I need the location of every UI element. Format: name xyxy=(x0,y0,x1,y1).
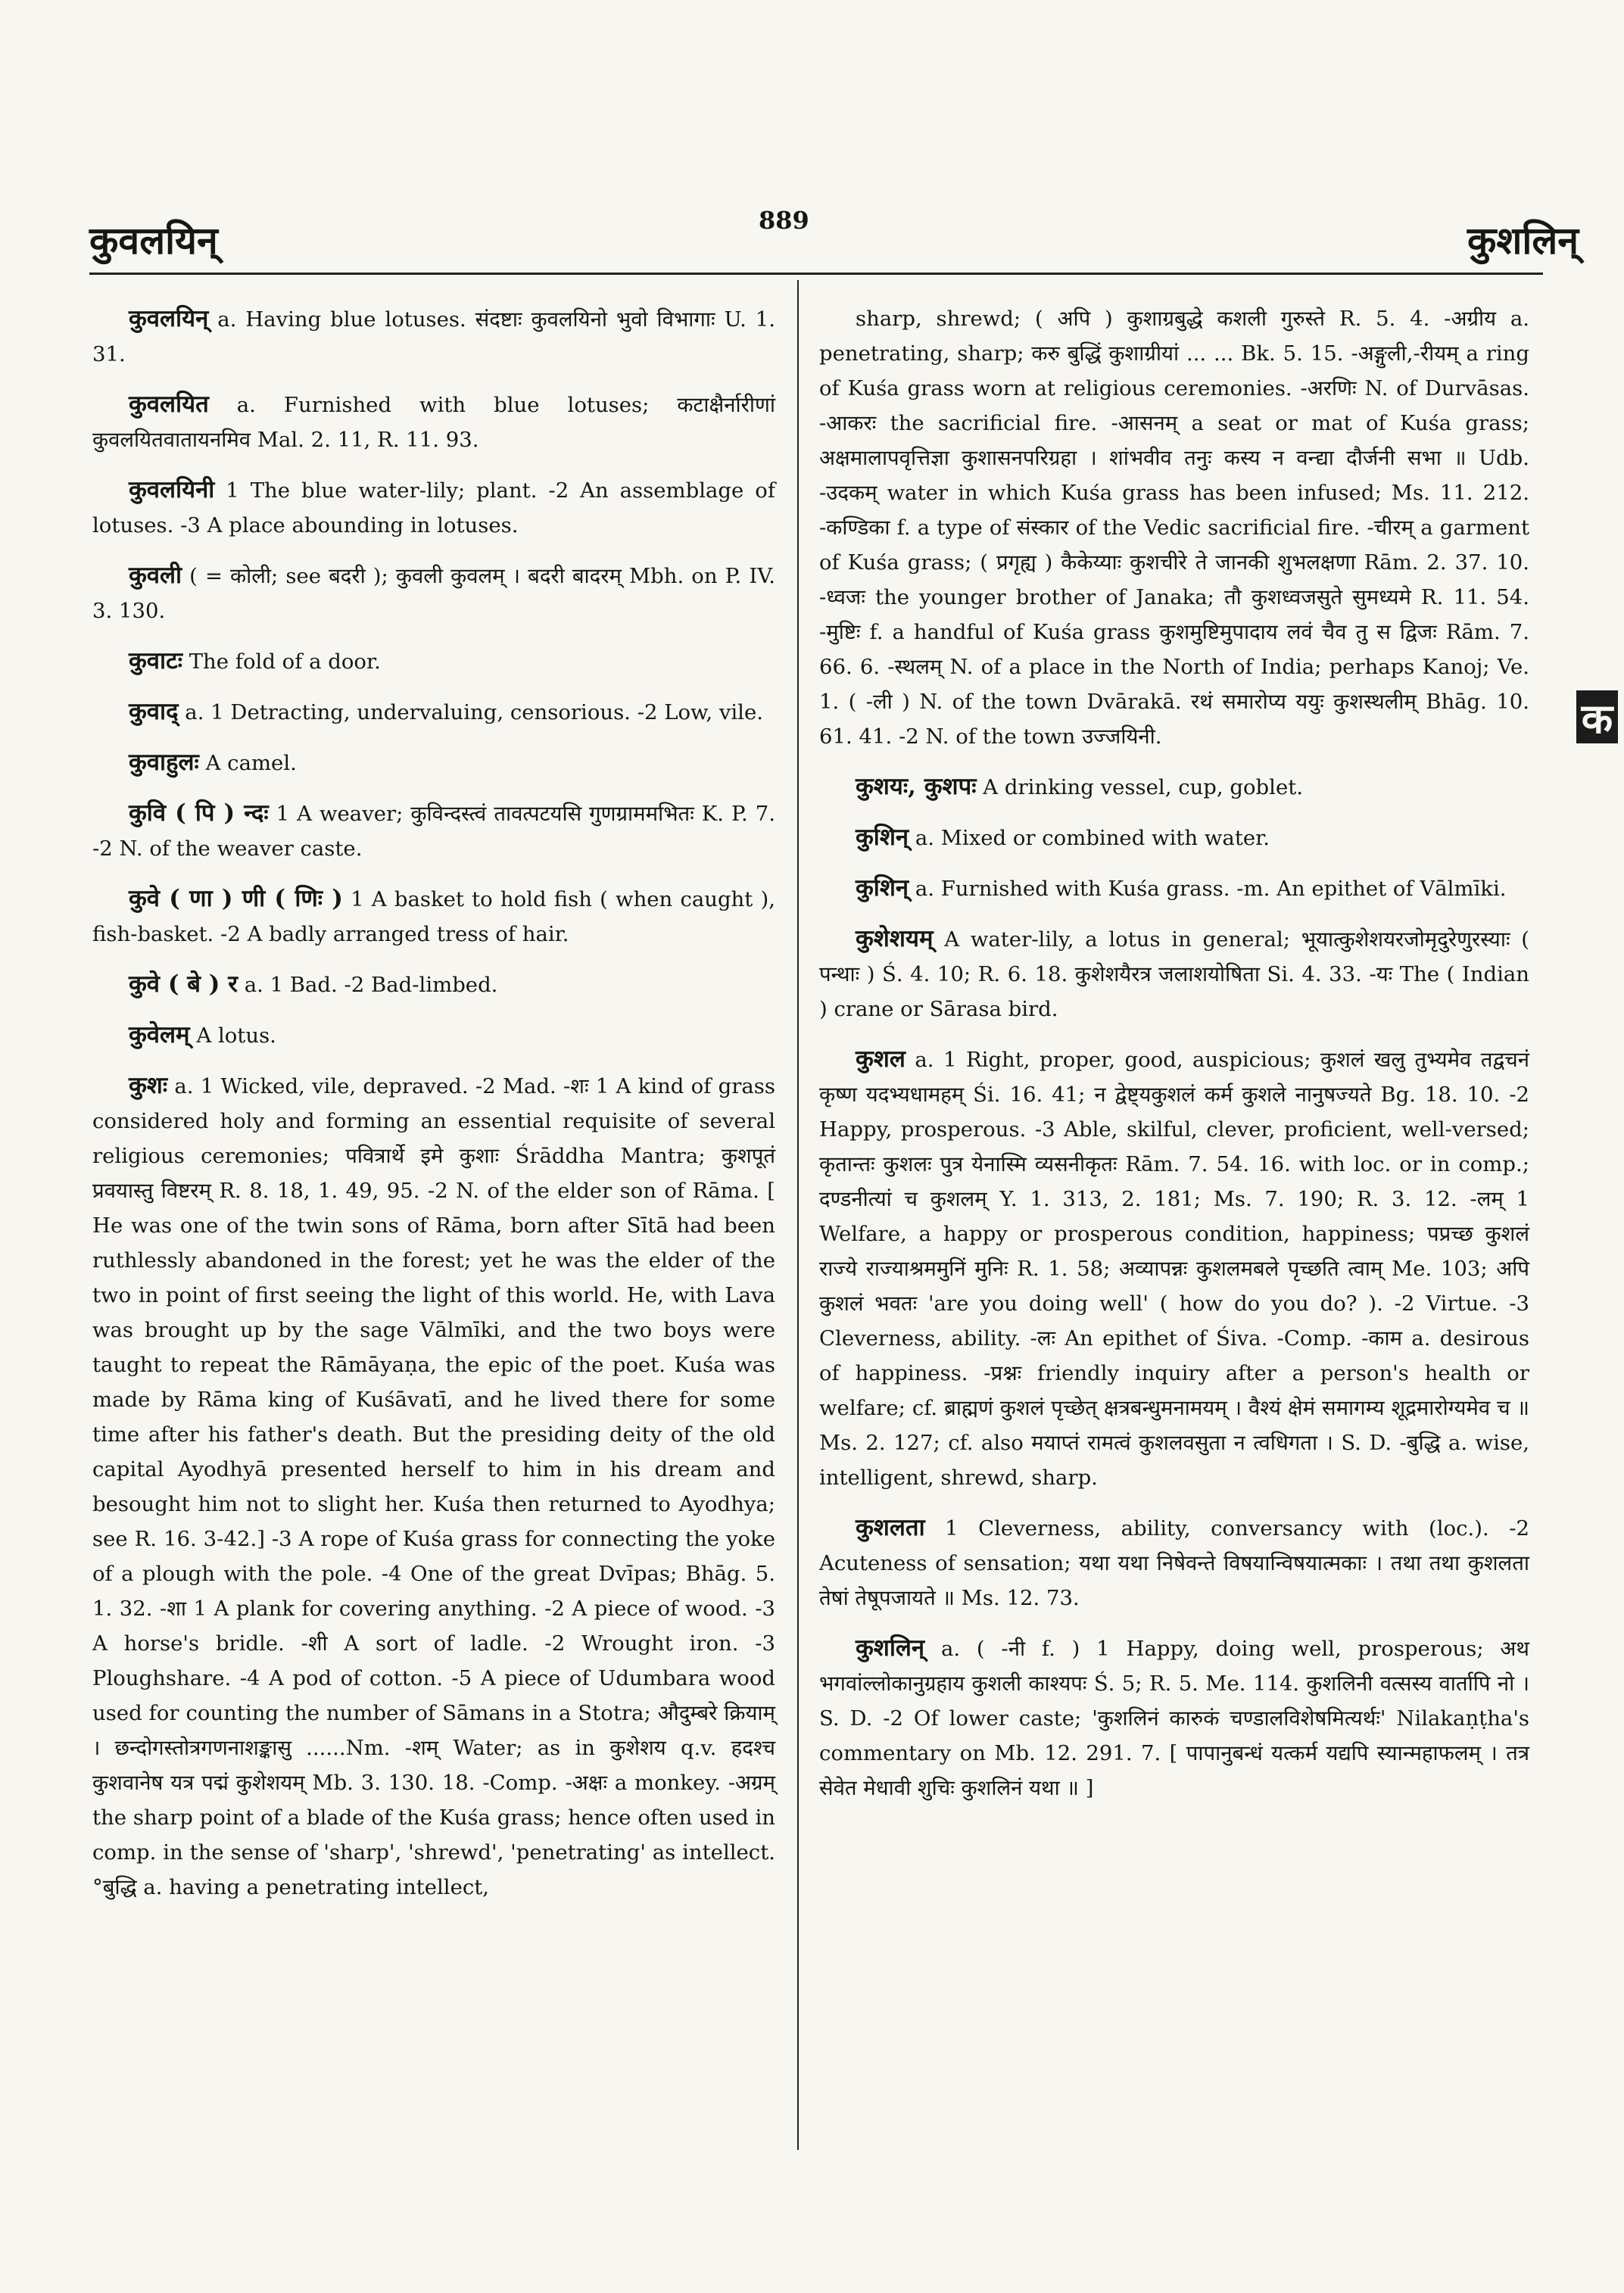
entry-headword: कुवली xyxy=(129,562,182,589)
entry-headword: कुशः xyxy=(129,1072,168,1099)
entry-headword: कुवलयित xyxy=(129,391,209,418)
entry-definition: a. Having blue lotuses. संदष्टाः कुवलयिनो भुवो विभागाः U. 1. 31. xyxy=(92,307,775,366)
dictionary-entry xyxy=(92,558,775,628)
dictionary-entry xyxy=(92,694,775,730)
left-column xyxy=(92,301,775,1920)
entry-headword: कुवलयिन् xyxy=(129,305,209,332)
dictionary-entry xyxy=(819,1042,1529,1495)
dictionary-entry xyxy=(92,796,775,866)
thumb-index-tab: क xyxy=(1576,690,1618,743)
entry-definition: 1 A basket to hold fish ( when caught ), fish-basket. -2 A badly arranged tress of hair. xyxy=(92,887,775,946)
entry-definition: a. 1 Bad. -2 Bad-limbed. xyxy=(244,973,498,997)
dictionary-entry xyxy=(819,820,1529,855)
dictionary-entry xyxy=(819,301,1529,754)
entry-definition: The fold of a door. xyxy=(189,650,381,674)
entry-headword: कुवलयिनी xyxy=(129,476,215,503)
entry-definition: ( = कोली; see बदरी ); कुवली कुवलम् । बदरी बादरम् Mbh. on P. IV. 3. 130. xyxy=(92,564,775,623)
entry-definition: A water-lily, a lotus in general; भूयात्कुशेशयरजोमृदुरेणुरस्याः ( पन्थाः ) Ś. 4. 10; R. 6. 18. कुशेशयैरत्र जलाशयोषिता Si. 4. 33. -यः The ( Indian ) crane or Sārasa bird. xyxy=(819,927,1530,1021)
entry-definition: a. ( -नी f. ) 1 Happy, doing well, prosperous; अथ भगवांल्लोकानुग्रहाय कुशली काश्यपः Ś. 5; R. 5. Me. 114. कुशलिनी वत्सस्य वार्तापि नो । S. D. -2 Of lower caste; 'कुशलिनं कारुकं चण्डालविशेषमित्यर्थः' Nilakaṇṭha's commentary on Mb. 12. 291. 7. [ पापानुबन्धं यत्कर्म यद्यपि स्यान्महाफलम् । तत्र सेवेत मेधावी शुचिः कुशलिनं यथा ॥ ] xyxy=(819,1637,1529,1800)
entry-headword: कुवेलम् xyxy=(129,1021,190,1048)
entry-headword: कुवाहुलः xyxy=(129,749,199,776)
dictionary-entry xyxy=(92,881,775,952)
entry-definition: a. Furnished with blue lotuses; कटाक्षैर्नारीणां कुवलयितवातायनमिव Mal. 2. 11, R. 11. 93. xyxy=(92,393,775,452)
entry-definition: A drinking vessel, cup, goblet. xyxy=(983,775,1304,799)
entry-definition: a. 1 Wicked, vile, depraved. -2 Mad. -शः 1 A kind of grass considered holy and forming an essential requisite of several religious ceremonies; पवित्रार्थे इमे कुशाः Śrāddha Mantra; कुशपूतं प्रवयास्तु विष्टरम् R. 8. 18, 1. 49, 95. -2 N. of the elder son of Rāma. [ He was one of the twin sons of Rāma, born after Sītā had been ruthlessly abandoned in the forest; yet he was the elder of the two in point of first seeing the light of this world. He, with Lava was brought up by the sage Vālmīki, and the two boys were taught to repeat the Rāmāyaṇa, the epic of the poet. Kuśa was made by Rāma king of Kuśāvatī, and he lived there for some time after his father's death. But the presiding deity of the old capital Ayodhyā presented herself to him in his dream and besought him not to slight her. Kuśa then returned to Ayodhya; see R. 16. 3-42.] -3 A rope of Kuśa grass for connecting the yoke of a plough with the pole. -4 One of the great Dvīpas; Bhāg. 5. 1. 32. -शा 1 A plank for covering anything. -2 A piece of wood. -3 A horse's bridle. -शी A sort of ladle. -2 Wrought iron. -3 Ploughshare. -4 A pod of cotton. -5 A piece of Udumbara wood used for counting the number of Sāmans in a Stotra; औदुम्बरे क्रियाम् । छन्दोगस्तोत्रगणनाशङ्कासु ......Nm. -शम् Water; as in कुशेशय q.v. हदश्च कुशवानेष यत्र पद्मं कुशेशयम् Mb. 3. 130. 18. -Comp. -अक्षः a monkey. -अग्रम् the sharp point of a blade of the Kuśa grass; hence often used in comp. in the sense of 'sharp', 'shrewd', 'penetrating' as intellect. °बुद्धि a. having a penetrating intellect, xyxy=(92,1074,775,1899)
dictionary-entry xyxy=(819,1631,1529,1805)
entry-headword: कुवाटः xyxy=(129,647,182,675)
page-number: 889 xyxy=(759,206,809,235)
entry-definition: a. Furnished with Kuśa grass. -m. An epithet of Vālmīki. xyxy=(915,877,1507,901)
entry-headword: कुशेशयम् xyxy=(856,925,934,952)
entry-headword: कुशयः, कुशपः xyxy=(856,773,977,800)
entry-headword: कुशिन् xyxy=(856,874,909,902)
right-column xyxy=(819,301,1529,1821)
dictionary-entry xyxy=(92,745,775,780)
dictionary-entry xyxy=(819,1510,1529,1615)
running-head-right: कुशलिन् xyxy=(1467,218,1579,263)
dictionary-entry xyxy=(92,1017,775,1053)
entry-headword: कुशलिन् xyxy=(856,1634,925,1662)
dictionary-entry xyxy=(819,921,1529,1027)
dictionary-entry xyxy=(819,769,1529,805)
running-head-left: कुवलयिन् xyxy=(89,218,218,263)
entry-definition: a. 1 Detracting, undervaluing, censorious. -2 Low, vile. xyxy=(185,700,763,724)
dictionary-entry xyxy=(92,1068,775,1905)
dictionary-entry xyxy=(92,301,775,372)
entry-definition: 1 The blue water-lily; plant. -2 An assemblage of lotuses. -3 A place abounding in lotuses. xyxy=(92,478,775,537)
dictionary-entry xyxy=(92,472,775,543)
entry-headword: कुशल xyxy=(856,1045,906,1073)
entry-definition: A camel. xyxy=(205,751,297,775)
entry-headword: कुवे ( णा ) णी ( णिः ) xyxy=(129,885,343,912)
entry-headword: कुशिन् xyxy=(856,824,909,851)
entry-definition: sharp, shrewd; ( अपि ) कुशाग्रबुद्धे कशली गुरुस्ते R. 5. 4. -अग्रीय a. penetrating, sharp; करु बुद्धिं कुशाग्रीयां ... ... Bk. 5. 15. -अङ्गुली,-रीयम् a ring of Kuśa grass worn at religious ceremonies. -अरणिः N. of Durvāsas. -आकरः the sacrificial fire. -आसनम् a seat or mat of Kuśa grass; अक्षमालापवृत्तिज्ञा कुशासनपरिग्रहा । शांभवीव तनुः कस्य न वन्द्या दौर्जनी सभा ॥ Udb. -उदकम् water in which Kuśa grass has been infused; Ms. 11. 212. -कण्डिका f. a type of संस्कार of the Vedic sacrificial fire. -चीरम् a garment of Kuśa grass; ( प्रगृह्य ) कैकेय्याः कुशचीरे ते जानकी शुभलक्षणा Rām. 2. 37. 10. -ध्वजः the younger brother of Janaka; तौ कुशध्वजसुते सुमध्यमे R. 11. 54. -मुष्टिः f. a handful of Kuśa grass कुशमुष्टिमुपादाय लवं चैव तु स द्विजः Rām. 7. 66. 6. -स्थलम् N. of a place in the North of India; perhaps Kanoj; Ve. 1. ( -ली ) N. of the town Dvārakā. रथं समारोप्य ययुः कुशस्थलीम् Bhāg. 10. 61. 41. -2 N. of the town उज्जयिनी. xyxy=(819,307,1529,749)
entry-definition: a. 1 Right, proper, good, auspicious; कुशलं खलु तुभ्यमेव तद्वचनं कृष्ण यदभ्यधामहम् Śi. 16. 41; न द्वेष्ट्यकुशलं कर्म कुशले नानुषज्यते Bg. 18. 10. -2 Happy, prosperous. -3 Able, skilful, clever, proficient, well-versed; कृतान्तः कुशलः पुत्र येनास्मि व्यसनीकृतः Rām. 7. 54. 16. with loc. or in comp.; दण्डनीत्यां च कुशलम् Y. 1. 313, 2. 181; Ms. 7. 190; R. 3. 12. -लम् 1 Welfare, a happy or prosperous condition, happiness; पप्रच्छ कुशलं राज्ये राज्याश्रममुनिं मुनिः R. 1. 58; अव्यापन्नः कुशलमबले पृच्छति त्वाम् Me. 103; अपि कुशलं भवतः 'are you doing well' ( how do you do? ). -2 Virtue. -3 Cleverness, ability. -लः An epithet of Śiva. -Comp. -काम a. desirous of happiness. -प्रश्नः friendly inquiry after a person's health or welfare; cf. ब्राह्मणं कुशलं पृच्छेत् क्षत्रबन्धुमनामयम् । वैश्यं क्षेमं समागम्य शूद्रमारोग्यमेव च ॥ Ms. 2. 127; cf. also मयाप्तं रामत्वं कुशलवसुता न त्वधिगता । S. D. -बुद्धि a. wise, intelligent, shrewd, sharp. xyxy=(819,1048,1529,1490)
dictionary-entry xyxy=(819,871,1529,906)
entry-definition: 1 Cleverness, ability, conversancy with (loc.). -2 Acuteness of sensation; यथा यथा निषेवन्ते विषयान्विषयात्मकाः । तथा तथा कुशलता तेषां तेषूपजायते ॥ Ms. 12. 73. xyxy=(819,1516,1529,1610)
entry-headword: कुवाद् xyxy=(129,698,179,725)
entry-definition: a. Mixed or combined with water. xyxy=(915,826,1270,850)
column-divider xyxy=(797,280,799,2150)
entry-definition: 1 A weaver; कुविन्दस्त्वं तावत्पटयसि गुणग्राममभितः K. P. 7. -2 N. of the weaver caste. xyxy=(92,802,775,861)
entry-headword: कुवे ( बे ) र xyxy=(129,970,238,998)
entry-headword: कुवि ( पि ) न्दः xyxy=(129,799,269,827)
dictionary-entry xyxy=(92,967,775,1002)
dictionary-entry xyxy=(92,387,775,457)
entry-headword: कुशलता xyxy=(856,1514,925,1541)
dictionary-entry xyxy=(92,643,775,679)
header-rule xyxy=(89,273,1543,275)
entry-definition: A lotus. xyxy=(196,1023,276,1048)
